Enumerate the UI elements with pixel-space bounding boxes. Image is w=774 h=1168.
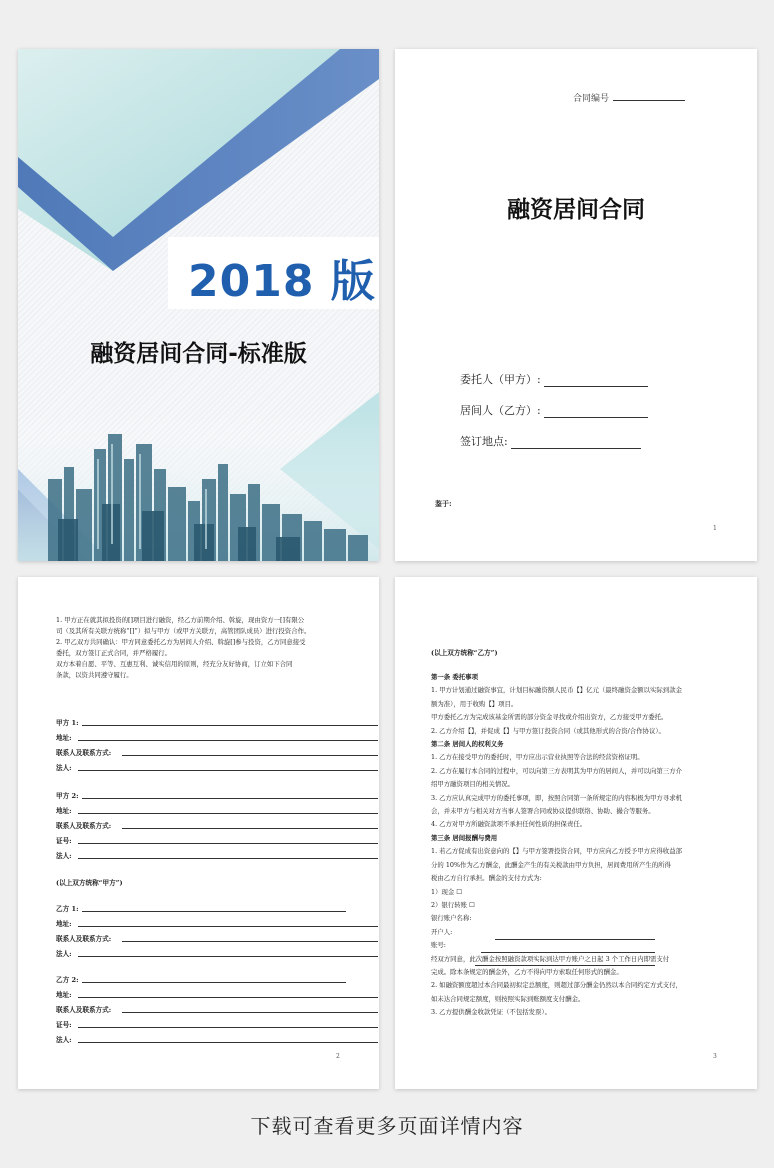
contract-page-1 <box>395 49 757 561</box>
signing-place-field <box>460 433 641 449</box>
page-number: 1 <box>713 525 717 532</box>
intermediary-label: 居间人（乙方）: <box>460 404 541 417</box>
clauses <box>431 671 731 1020</box>
row-label: 地址: <box>56 807 72 815</box>
legal-rep-row <box>56 948 72 958</box>
party-b-note: (以上双方统称“乙方”) <box>431 649 498 657</box>
row-line <box>78 813 378 814</box>
row-line <box>78 1027 378 1028</box>
clause-line: 第二条 居间人的权利义务 <box>431 740 504 749</box>
row-line <box>78 926 378 927</box>
clause-line: 4. 乙方对甲方所融资款项不承担任何性质的担保责任。 <box>431 820 587 829</box>
row-line <box>122 755 378 756</box>
clause-line: 1. 若乙方促成有出资意向的【】与甲方签署投资合同，甲方应向乙方授予甲方应得收益部 <box>431 847 682 856</box>
row-label: 法人: <box>56 1036 72 1044</box>
row-label: 联系人及联系方式: <box>56 935 112 943</box>
page-number: 2 <box>336 1053 340 1060</box>
download-caption: 下载可查看更多页面详情内容 <box>250 1114 524 1138</box>
contact-row <box>56 933 111 943</box>
address-row <box>56 918 72 928</box>
clause-line: 如未达合同规定额度，则按照实际到账额度支付酬金。 <box>431 994 585 1003</box>
row-label: 地址: <box>56 734 72 742</box>
legal-rep-row <box>56 762 72 772</box>
row-line <box>82 725 378 726</box>
cover-title: 融资居间合同-标准版 <box>90 341 307 367</box>
clause-line: 会，并未甲方与相关对方当事人签署合同或协议提供联络、协助、撮合等服务。 <box>431 807 655 816</box>
intro-line: 条款，以资共同遵守履行。 <box>56 671 133 679</box>
contract-title: 融资居间合同 <box>507 197 645 223</box>
intermediary-field <box>460 402 648 418</box>
clause-line: 1. 乙方在接受甲方的委托时，甲方应出示营业执照等合法的经营资格证明。 <box>431 753 644 762</box>
clause-line: 第一条 委托事项 <box>431 673 478 681</box>
party-b2-row <box>56 974 79 984</box>
principal-field <box>460 371 648 387</box>
cover-page <box>18 49 379 561</box>
account-name-line <box>495 939 655 940</box>
row-line <box>82 982 346 983</box>
contract-number-label: 合同编号 <box>573 94 610 104</box>
principal-line <box>544 376 648 387</box>
row-label: 乙方 1: <box>56 905 79 913</box>
clause-line: 绍甲方融资项目的相关情况。 <box>431 780 515 789</box>
row-line <box>122 941 378 942</box>
row-line <box>78 740 378 741</box>
principal-label: 委托人（甲方）: <box>460 373 541 386</box>
intro-line: 双方本着自愿、平等、互惠互利、诚实信用的原则，经充分友好协商，订立如下合同 <box>56 660 293 668</box>
intro-line: 1. 甲方正在就其拟投资的[]项目进行融资，经乙方前期介绍、斡旋，现由资方一[]有限公 <box>56 616 305 624</box>
row-line <box>78 770 378 771</box>
contract-number-line <box>613 92 685 101</box>
party-a1-row <box>56 717 79 727</box>
clause-line: 1. 甲方计划通过融资事宜，计划目标融资额人民币【】亿元（最终融资金额以实际到款金 <box>431 686 682 695</box>
intro-line: 2. 甲乙双方共同确认：甲方同意委托乙方为居间人介绍、斡旋[]参与投资，乙方同意接受 <box>56 638 306 646</box>
clause-line: 2. 乙方介绍【】，并促成【】与甲方签订投资合同（或其他形式的合资/合作协议）。 <box>431 726 665 735</box>
clause-line: 2）银行转账 ☐ <box>431 900 475 909</box>
row-label: 法人: <box>56 950 72 958</box>
row-line <box>122 1012 378 1013</box>
clause-line: 2. 乙方在履行本合同的过程中，可以向第三方表明其为甲方的居间人，并可以向第三方介 <box>431 766 682 775</box>
account-holder-line <box>481 952 655 953</box>
row-line <box>122 828 378 829</box>
clause-line: 分的 10%作为乙方酬金，此酬金产生的有关税款由甲方负担，居间费用所产生的所得 <box>431 860 671 869</box>
signing-place-label: 签订地点: <box>460 435 508 448</box>
clause-line: 第三条 居间报酬与费用 <box>431 833 498 842</box>
row-line <box>78 1042 378 1043</box>
contact-row <box>56 1004 111 1014</box>
row-label: 地址: <box>56 920 72 928</box>
row-line <box>82 911 346 912</box>
party-a2-row <box>56 790 79 800</box>
clause-line: 额为准），用于收购【】项目。 <box>431 699 518 708</box>
contract-page-3 <box>395 577 757 1089</box>
intermediary-line <box>544 407 648 418</box>
clause-line: 3. 乙方提供酬金收款凭证（不包括发票）。 <box>431 1008 551 1017</box>
row-line <box>78 843 378 844</box>
clause-line: 1）现金 ☐ <box>431 887 462 896</box>
party-a-note: (以上双方统称“甲方”) <box>56 879 123 887</box>
clause-line: 甲方委托乙方为完成该基金所需的部分资金寻找或介绍出资方，乙方接受甲方委托。 <box>431 713 668 722</box>
legal-rep-row <box>56 1034 72 1044</box>
row-label: 法人: <box>56 852 72 860</box>
row-line <box>82 798 378 799</box>
row-label: 甲方 1: <box>56 719 79 727</box>
clause-line: 税由乙方自行承担。酬金的支付方式为: <box>431 874 542 883</box>
intro-line: 司（及其所有关联方统称“[]”）拟与甲方（或甲方关联方，高管团队成员）进行投资合作。 <box>56 627 311 635</box>
id-number-row <box>56 835 72 845</box>
cover-year: 2018 版 <box>188 256 376 307</box>
account-number-line <box>475 965 655 966</box>
clause-line: 银行账户名称: <box>431 914 472 923</box>
contract-page-2 <box>18 577 379 1089</box>
row-label: 联系人及联系方式: <box>56 1006 112 1014</box>
clause-line: 账号: <box>431 941 446 950</box>
clause-line: 经双方同意，此次酬金按照融资款项实际到达甲方账户之日起 3 个工作日内即需支付 <box>431 954 670 963</box>
page-number: 3 <box>713 1053 717 1060</box>
row-line <box>78 956 378 957</box>
party-b1-row <box>56 903 79 913</box>
row-label: 证号: <box>56 837 72 845</box>
contract-number <box>573 91 685 104</box>
clause-line: 完成。除本条规定的酬金外，乙方不得向甲方索取任何形式的酬金。 <box>431 967 623 976</box>
contact-row <box>56 747 111 757</box>
row-line <box>78 997 378 998</box>
id-number-row <box>56 1019 72 1029</box>
intro-paragraphs <box>56 615 356 681</box>
clause-line: 开户人: <box>431 927 453 936</box>
row-label: 法人: <box>56 764 72 772</box>
row-label: 联系人及联系方式: <box>56 822 112 830</box>
signing-place-line <box>511 438 641 449</box>
row-label: 甲方 2: <box>56 792 79 800</box>
contact-row <box>56 820 111 830</box>
address-row <box>56 805 72 815</box>
clause-line: 2. 如融资额度超过本合同最初拟定总额度，则超过部分酬金仍然以本合同约定方式支付， <box>431 981 682 990</box>
address-row <box>56 989 72 999</box>
clause-line: 3. 乙方应认真完成甲方的委托事项，即，按照合同第一条所规定的内容积极为甲方寻求机 <box>431 793 682 802</box>
intro-line: 委托，双方签订正式合同，并严格履行。 <box>56 649 172 657</box>
whereas-label: 鉴于: <box>435 499 452 508</box>
row-label: 乙方 2: <box>56 976 79 984</box>
row-line <box>78 858 378 859</box>
address-row <box>56 732 72 742</box>
row-label: 联系人及联系方式: <box>56 749 112 757</box>
row-label: 地址: <box>56 991 72 999</box>
row-label: 证号: <box>56 1021 72 1029</box>
legal-rep-row <box>56 850 72 860</box>
